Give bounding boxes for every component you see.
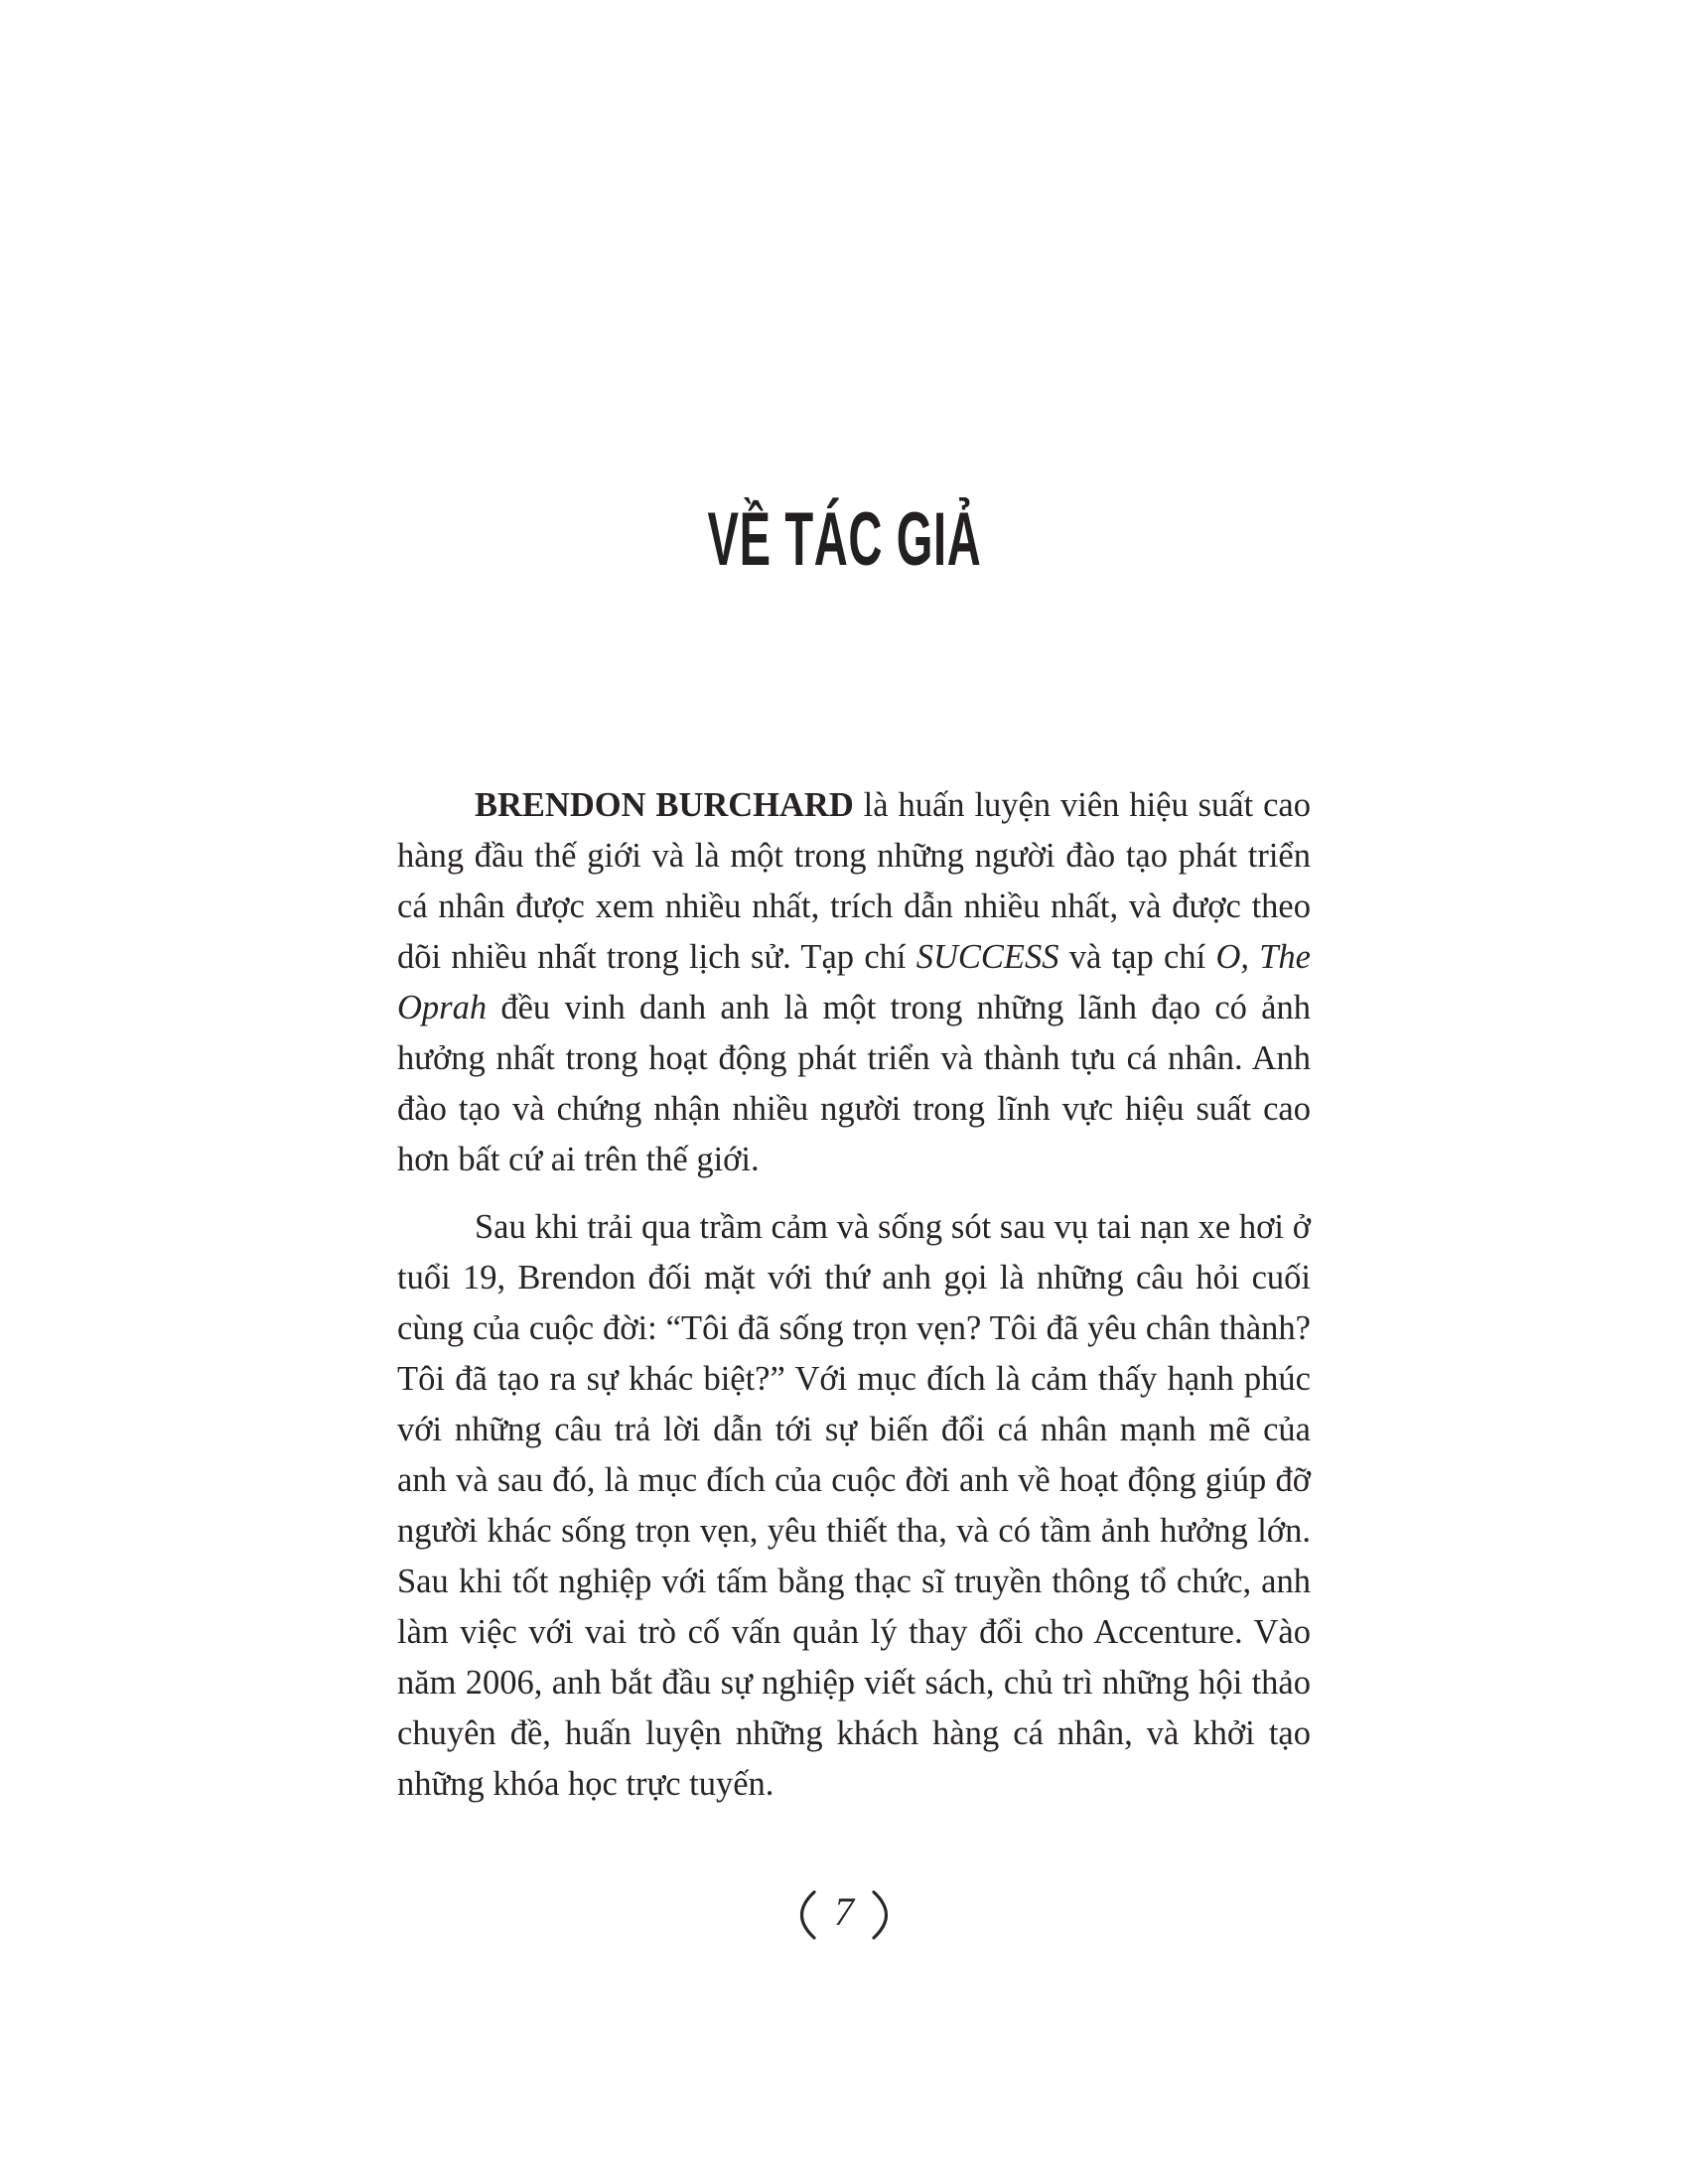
page-number-ornament — [0, 1889, 1688, 1941]
text-segment: BRENDON BURCHARD — [475, 786, 854, 824]
left-bracket-icon — [787, 1889, 817, 1941]
text-segment: đều vinh danh anh là một trong những lãnh đạo có ảnh hưởng nhất trong hoạt động phát triển và thành tựu cá nhân. Anh đào tạo và chứng nhận nhiều người trong lĩnh vực hiệu suất cao hơn bất cứ ai trên thế giới. — [397, 989, 1311, 1178]
text-segment: và tạp chí — [1058, 938, 1216, 976]
page-number: 7 — [834, 1889, 854, 1934]
right-bracket-icon — [871, 1889, 901, 1941]
paragraph — [397, 780, 1311, 1185]
page-title-text: VỀ TÁC GIẢ — [707, 497, 981, 582]
page-title — [0, 497, 1688, 582]
text-segment: SUCCESS — [915, 938, 1059, 976]
text-segment: Sau khi trải qua trầm cảm và sống sót sau vụ tai nạn xe hơi ở tuổi 19, Brendon đối mặt với thứ anh gọi là những câu hỏi cuối cùng của cuộc đời: “Tôi đã sống trọn vẹn? Tôi đã yêu chân thành? Tôi đã tạo ra sự khác biệt?” Với mục đích là cảm thấy hạnh phúc với những câu trả lời dẫn tới sự biến đổi cá nhân mạnh mẽ của anh và sau đó, là mục đích của cuộc đời anh về hoạt động giúp đỡ người khác sống trọn vẹn, yêu thiết tha, và có tầm ảnh hưởng lớn. Sau khi tốt nghiệp với tấm bằng thạc sĩ truyền thông tổ chức, anh làm việc với vai trò cố vấn quản lý thay đổi cho Accenture. Vào năm 2006, anh bắt đầu sự nghiệp viết sách, chủ trì những hội thảo chuyên đề, huấn luyện những khách hàng cá nhân, và khởi tạo những khóa học trực tuyến. — [397, 1208, 1311, 1803]
text-segment: là huấn luyện viên hiệu suất cao hàng đầu thế giới và là một trong những người đào tạo phát triển cá nhân được xem nhiều nhất, trích dẫn nhiều nhất, và được theo dõi nhiều nhất trong lịch sử. Tạp chí — [397, 786, 1311, 976]
paragraph — [397, 1202, 1311, 1810]
text-segment: O, The Oprah — [397, 938, 1311, 1026]
article-body — [397, 780, 1311, 1827]
